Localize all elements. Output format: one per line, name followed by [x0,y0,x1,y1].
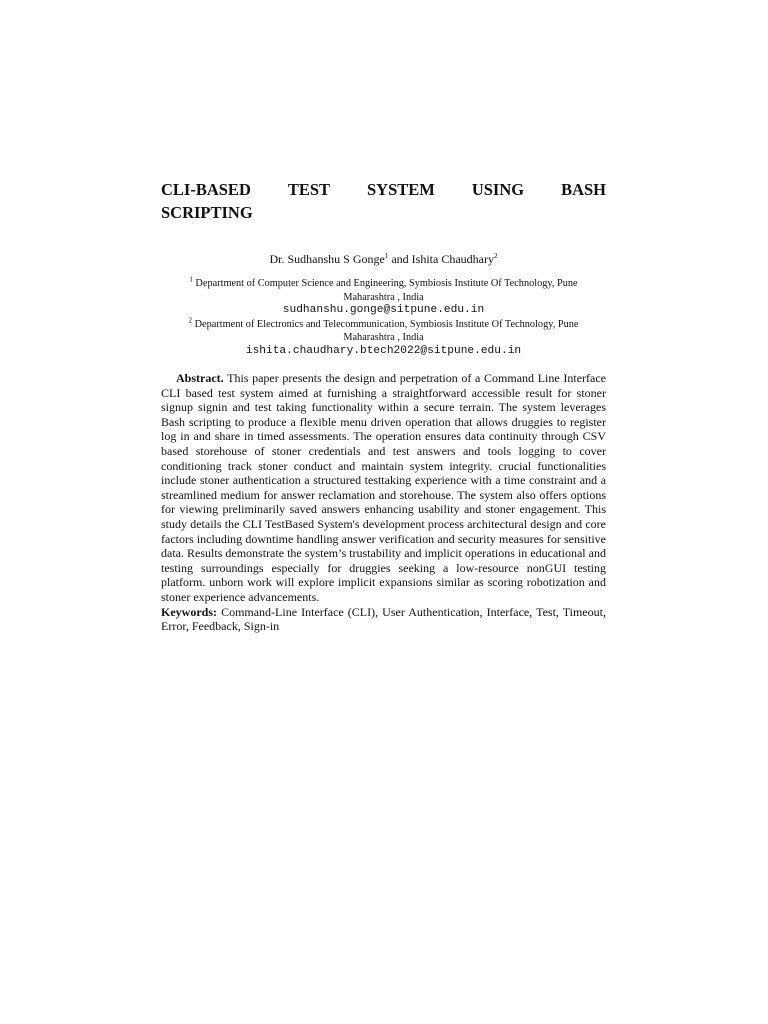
title-word: USING [471,180,525,199]
affiliation-line [161,277,606,291]
title-line-2: SCRIPTING [161,203,253,222]
affiliations [161,277,606,358]
keywords [161,605,606,634]
author-email: ishita.chaudhary.btech2022@sitpune.edu.in [245,344,522,357]
title-word: BASH [561,180,606,199]
abstract [161,371,606,605]
author-name: Ishita Chaudhary [411,252,494,266]
affiliation-mark: 1 [384,252,389,260]
author-list [161,251,606,267]
author-email: sudhanshu.gonge@sitpune.edu.in [282,304,485,316]
affiliation-mark: 1 [189,275,193,284]
paper-title [161,178,606,224]
affiliation-department: Department of Computer Science and Engineering, Symbiosis Institute Of Technology, Pune [192,278,578,289]
affiliation-mark: 2 [188,316,193,325]
paper-page [161,178,606,634]
keywords-label: Keywords: [161,604,217,619]
abstract-text: This paper presents the design and perpetration of a Command Line Interface CLI based test system aimed at furnishing a straightforward accessible result for stoner signup signin and test taking functionality within a secure terrain. The system leverages Bash scripting to produce a flexible menu driven operation that allows druggies to register log in and share in timed assessments. The operation ensures data continuity through CSV based storehouse of stoner credentials and test answers and tools logging to cover conditioning track stoner conduct and maintain system integrity. crucial functionalities include stoner authentication a structured testtaking experience with a time constraint and a streamlined medium for answer reclamation and storehouse. The system also offers options for viewing preliminarily saved answers enhancing usability and stoner engagement. This study details the CLI TestBased System's development process architectural design and core factors including downtime handling answer verification and security measures for sensitive data. Results demonstrate the system’s trustability and implicit operations in educational and testing surroundings especially for druggies seeking a low-resource nonGUI testing platform. unborn work will explore implicit expansions similar as scoring robotization and stoner experience advancements. [161,371,606,604]
affiliation-department: Department of Electronics and Telecommunication, Symbiosis Institute Of Technology, Pune [192,318,579,330]
keywords-text: Command-Line Interface (CLI), User Authentication, Interface, Test, Timeout, Error, Feedback, Sign-in [161,604,606,634]
affiliation-location: Maharashtra , India [343,291,424,303]
abstract-label: Abstract. [176,371,224,385]
title-word: CLI-BASED [161,180,251,199]
title-word: SYSTEM [367,180,435,199]
title-line-1 [161,178,606,201]
affiliation-line [161,318,606,332]
affiliation-location: Maharashtra , India [343,332,424,343]
title-word: TEST [287,180,331,199]
affiliation-mark: 2 [493,252,498,260]
author-name: Dr. Sudhanshu S Gonge [269,252,385,266]
author-conjunction: and [388,252,412,266]
